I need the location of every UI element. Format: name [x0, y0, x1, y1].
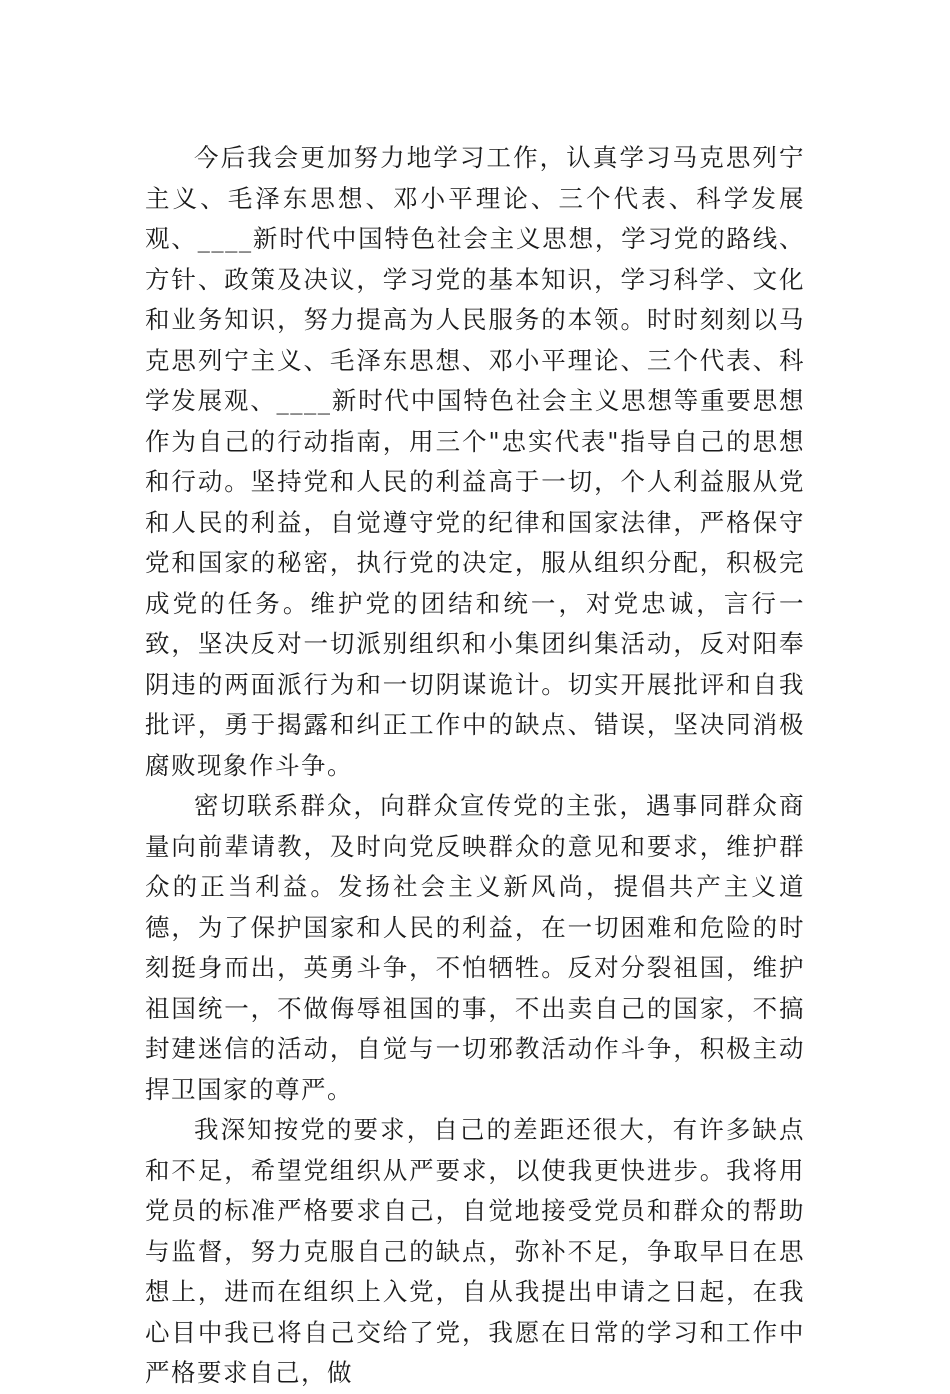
paragraph-1: 今后我会更加努力地学习工作，认真学习马克思列宁主义、毛泽东思想、邓小平理论、三个代表、科学发展观、____新时代中国特色社会主义思想，学习党的路线、方针、政策及决议，学习党的基本知识，学习科学、文化和业务知识，努力提高为人民服务的本领。时时刻刻以马克思列宁主义、毛泽东思想、邓小平理论、三个代表、科学发展观、____新时代中国特色社会主义思想等重要思想作为自己的行动指南，用三个"忠实代表"指导自己的思想和行动。坚持党和人民的利益高于一切，个人利益服从党和人民的利益，自觉遵守党的纪律和国家法律，严格保守党和国家的秘密，执行党的决定，服从组织分配，积极完成党的任务。维护党的团结和统一，对党忠诚，言行一致，坚决反对一切派别组织和小集团纠集活动，反对阳奉阴违的两面派行为和一切阴谋诡计。切实开展批评和自我批评，勇于揭露和纠正工作中的缺点、错误，坚决同消极腐败现象作斗争。 — [145, 143, 805, 780]
document-body — [145, 138, 805, 1394]
paragraph-3: 我深知按党的要求，自己的差距还很大，有许多缺点和不足，希望党组织从严要求，以使我更快进步。我将用党员的标准严格要求自己，自觉地接受党员和群众的帮助与监督，努力克服自己的缺点，弥补不足，争取早日在思想上，进而在组织上入党，自从我提出申请之日起，在我心目中我已将自己交给了党，我愿在日常的学习和工作中严格要求自己，做 — [145, 1115, 805, 1387]
paragraph-2: 密切联系群众，向群众宣传党的主张，遇事同群众商量向前辈请教，及时向党反映群众的意见和要求，维护群众的正当利益。发扬社会主义新风尚，提倡共产主义道德，为了保护国家和人民的利益，在一切困难和危险的时刻挺身而出，英勇斗争，不怕牺牲。反对分裂祖国，维护祖国统一，不做侮辱祖国的事，不出卖自己的国家，不搞封建迷信的活动，自觉与一切邪教活动作斗争，积极主动捍卫国家的尊严。 — [145, 791, 805, 1104]
